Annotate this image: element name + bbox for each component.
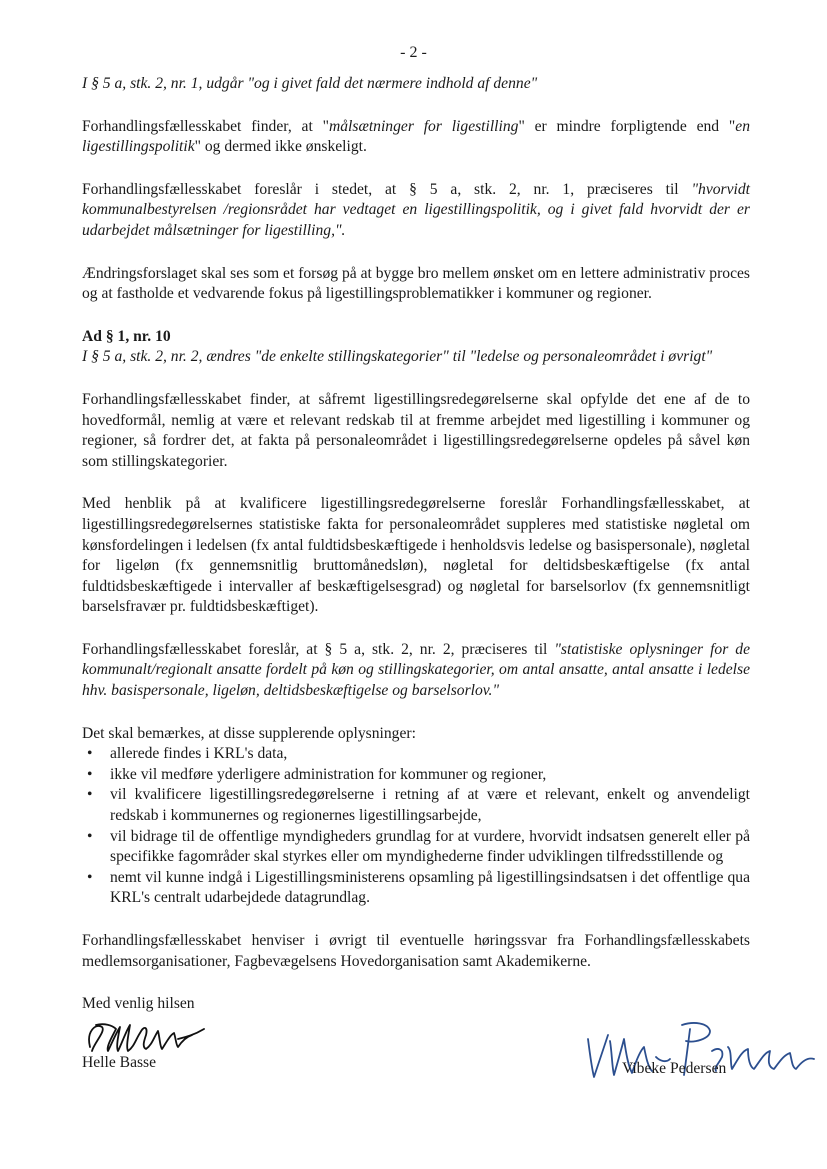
p8-part-a: Forhandlingsfællesskabet foreslår, at § 5 a, stk. 2, nr. 2, præciseres til xyxy=(82,640,555,658)
signature-left xyxy=(82,1017,212,1071)
list-item: • nemt vil kunne indgå i Ligestillingsministerens opsamling på ligestillingsindsatsen i det offentlige qua KRL's centralt udarbejdede datagrundlag. xyxy=(82,868,750,909)
section2-intro-text: I § 5 a, stk. 2, nr. 2, ændres "de enkelte stillingskategorier" til "ledelse og personaleområdet i øvrigt" xyxy=(82,348,713,366)
p3-part-b: "hvorvidt kommunalbestyrelsen /regionsrådet har vedtaget en ligestillingspolitik, og i givet fald hvorvidt der er udarbejdet målsætninger for ligestilling,". xyxy=(82,180,750,239)
list-item: • vil bidrage til de offentlige myndigheders grundlag for at vurdere, hvorvidt indsatsen generelt eller på specifikke fagområder skal styrkes eller om myndighederne finder udviklingen tilfredsstillende og xyxy=(82,827,750,868)
p2-part-c: " er mindre forpligtende end " xyxy=(518,117,736,135)
list-item: • allerede findes i KRL's data, xyxy=(82,744,750,765)
section1-intro xyxy=(82,74,750,95)
remarks-list xyxy=(82,744,750,909)
paragraph-finder-2: Forhandlingsfællesskabet finder, at såfremt ligestillingsredegørelserne skal opfylde det ene af de to hovedformål, nemlig at være et relevant redskab til at fremme arbejdet med ligestilling i kommuner og regioner, så fordrer det, at fakta på personaleområdet i ligestillingsredegørelserne opdeles på såvel køn som stillingskategorier. xyxy=(82,390,750,470)
signer-name-right: Vibeke Pedersen xyxy=(622,1059,727,1077)
paragraph-proposal-1 xyxy=(82,180,750,242)
section1-intro-text: I § 5 a, stk. 2, nr. 1, udgår "og i givet fald det nærmere indhold af denne" xyxy=(82,75,538,92)
signer-name-left: Helle Basse xyxy=(82,1053,157,1071)
p2-part-e: " og dermed ikke ønskeligt. xyxy=(194,138,367,156)
signature-block xyxy=(82,1017,750,1087)
list-item: • ikke vil medføre yderligere administration for kommuner og regioner, xyxy=(82,765,750,786)
list-item: • vil kvalificere ligestillingsredegørelserne i retning af at være et relevant, enkelt og anvendeligt redskab i kommunernes og regionernes ligestillingsarbejde, xyxy=(82,785,750,826)
paragraph-referral: Forhandlingsfællesskabet henviser i øvrigt til eventuelle høringssvar fra Forhandlingsfællesskabets medlemsorganisationer, Fagbevægelsens Hovedorganisation samt Akademikerne. xyxy=(82,932,750,970)
p8-part-b: "statistiske oplysninger for de kommunalt/regionalt ansatte fordelt på køn og stillingskategorier, om antal ansatte, antal ansatte i ledelse hhv. basispersonale, ligeløn, deltidsbeskæftigelse og barselsorlov." xyxy=(82,640,750,700)
paragraph-amendment: Ændringsforslaget skal ses som et forsøg på at bygge bro mellem ønsket om en lettere administrativ proces og at fastholde et vedvarende fokus på ligestillingsproblematikker i kommuner og regioner. xyxy=(82,264,750,303)
handwritten-signature-left xyxy=(82,1017,212,1057)
section2-heading: Ad § 1, nr. 10 xyxy=(82,327,171,345)
p3-part-a: Forhandlingsfællesskabet foreslår i stedet, at § 5 a, stk. 2, nr. 1, præciseres til xyxy=(82,180,692,198)
p2-part-a: Forhandlingsfællesskabet finder, at " xyxy=(82,117,329,135)
section2-intro xyxy=(82,347,750,368)
paragraph-remarks-intro: Det skal bemærkes, at disse supplerende oplysninger: xyxy=(82,724,416,742)
closing-greeting: Med venlig hilsen xyxy=(82,995,195,1013)
letter-body xyxy=(82,74,750,1087)
paragraph-finder-1 xyxy=(82,117,750,158)
paragraph-proposal-2 xyxy=(82,640,750,702)
p2-part-d: en ligestillingspolitik xyxy=(82,117,750,156)
page-number: - 2 - xyxy=(400,44,427,61)
paragraph-qualify: Med henblik på at kvalificere ligestillingsredegørelserne foreslår Forhandlingsfællesskabet, at ligestillingsredegørelsernes statistiske fakta for personaleområdet suppleres med statistiske nøgletal om kønsfordelingen i ledelsen (fx antal fuldtidsbeskæftigede i henholdsvis ledelse og basispersonale), nøgletal for ligeløn (fx gennemsnitlig bruttomånedsløn), nøgletal for deltidsbeskæftigelse (fx antal fuldtidsbeskæftigede i intervaller af beskæftigelsesgrad) og nøgletal for barselsorlov (fx gennemsnitligt barselsfravær pr. fuldtidsbeskæftiget). xyxy=(82,495,750,616)
signature-right xyxy=(582,1017,822,1087)
p2-part-b: målsætninger for ligestilling xyxy=(328,117,519,135)
